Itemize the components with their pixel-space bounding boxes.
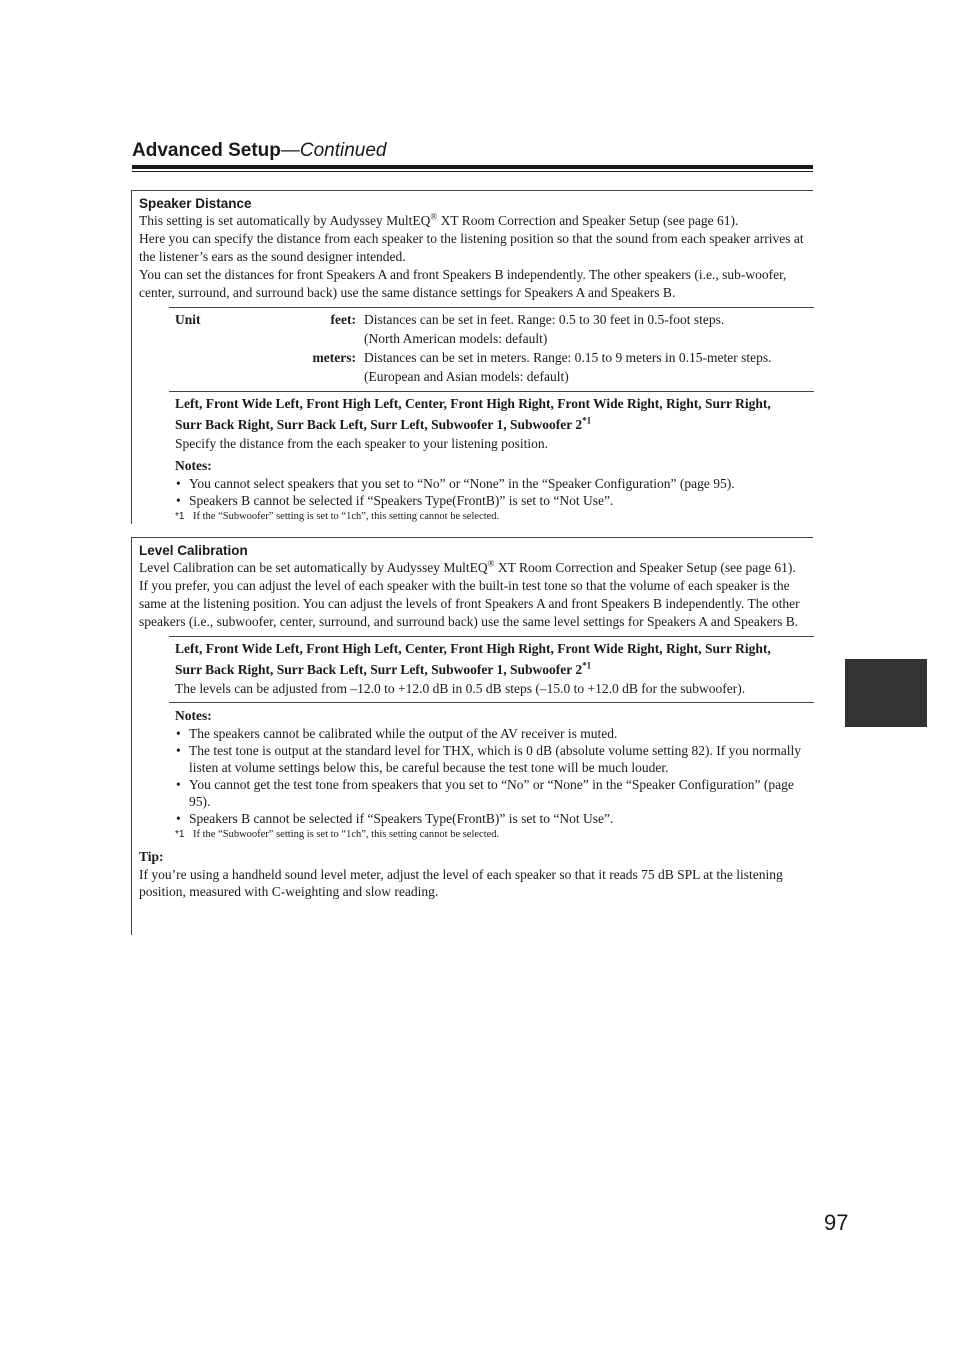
level-calibration-section	[131, 538, 814, 935]
header-title	[132, 139, 813, 163]
speaker-distance-paragraph-2: Here you can specify the distance from each speaker to the listening position so that the sound from each speaker arrives at the listener’s ears as the sound designer intended.	[139, 231, 804, 264]
speaker-list-description: The levels can be adjusted from –12.0 to +12.0 dB in 0.5 dB steps (–15.0 to +12.0 dB for the subwoofer).	[175, 681, 746, 696]
speaker-list-heading-text: Surr Back Right, Surr Back Left, Surr Left, Subwoofer 1, Subwoofer 2	[175, 662, 583, 677]
feet-desc-line-2: (North American models: default)	[364, 331, 548, 346]
registered-mark: ®	[430, 211, 438, 222]
level-calibration-paragraph-2: If you prefer, you can adjust the level of each speaker with the built-in test tone so that the volume of each speaker is the same at the listening position. You can adjust the levels of front Speakers A and front Speakers B independently. The other speakers (i.e., subwoofer, center, surround, and surround back) use the same level settings for Speakers A and Speakers B.	[139, 578, 800, 629]
speaker-distance-intro	[139, 212, 814, 230]
intro-text-b: XT Room Correction and Speaker Setup (see page 61).	[494, 560, 796, 575]
note-item: • Speakers B cannot be selected if “Speakers Type(FrontB)” is set to “Not Use”.	[175, 492, 814, 509]
speaker-list-block	[169, 636, 814, 698]
level-calibration-title: Level Calibration	[139, 543, 248, 558]
unit-meters-row	[169, 348, 814, 386]
speaker-distance-section	[131, 191, 814, 524]
note-item: • You cannot select speakers that you set to “No” or “None” in the “Speaker Configuration” (page 95).	[175, 475, 814, 492]
speaker-list-heading-2	[175, 659, 814, 680]
footnote-text: If the “Subwoofer” setting is set to “1ch”, this setting cannot be selected.	[193, 511, 500, 522]
footnote-text: If the “Subwoofer” setting is set to “1ch”, this setting cannot be selected.	[193, 829, 500, 840]
speaker-list-heading-2	[175, 414, 814, 435]
level-calibration-intro	[139, 559, 814, 577]
unit-label: Unit	[175, 312, 201, 327]
meters-desc-line-2: (European and Asian models: default)	[364, 369, 569, 384]
footnote-mark: *1	[175, 511, 185, 522]
footnote-ref: *1	[582, 415, 592, 426]
chapter-tab	[845, 659, 927, 727]
unit-feet-row	[169, 310, 814, 348]
feet-description	[364, 310, 814, 348]
footnote-mark: *1	[175, 829, 185, 840]
speaker-list-description: Specify the distance from the each speaker to your listening position.	[175, 436, 549, 451]
tip-text: If you’re using a handheld sound level meter, adjust the level of each speaker so that it reads 75 dB SPL at the listening position, measured with C-weighting and slow reading.	[139, 867, 783, 899]
notes-block	[169, 702, 814, 827]
footnote	[175, 510, 814, 524]
note-item: • Speakers B cannot be selected if “Speakers Type(FrontB)” is set to “Not Use”.	[175, 810, 814, 827]
footnote	[175, 828, 814, 842]
meters-desc-line-1: Distances can be set in meters. Range: 0.15 to 9 meters in 0.15-meter steps.	[364, 350, 772, 365]
header-title-text: Advanced Setup	[132, 140, 281, 161]
footnote-ref: *1	[582, 660, 592, 671]
registered-mark: ®	[487, 558, 495, 569]
header-continued: —Continued	[280, 140, 387, 161]
page-header	[132, 139, 813, 163]
intro-text-a: Level Calibration can be set automatically by Audyssey MultEQ	[139, 560, 488, 575]
header-rule	[132, 165, 813, 169]
unit-setting-block	[169, 307, 814, 386]
speaker-list-heading-1: Left, Front Wide Left, Front High Left, Center, Front High Right, Front Wide Right, Right, Surr Right,	[175, 641, 771, 656]
speaker-distance-title: Speaker Distance	[139, 196, 252, 211]
page-number: 97	[824, 1210, 849, 1235]
feet-desc-line-1: Distances can be set in feet. Range: 0.5 to 30 feet in 0.5-foot steps.	[364, 312, 725, 327]
speaker-distance-paragraph-3: You can set the distances for front Speakers A and front Speakers B independently. The other speakers (i.e., sub-woofer, center, surround, and surround back) use the same distance settings for Speakers A and Speakers B.	[139, 267, 787, 300]
speaker-list-block	[169, 391, 814, 509]
meters-description	[364, 348, 814, 386]
speaker-list-heading-text: Surr Back Right, Surr Back Left, Surr Left, Subwoofer 1, Subwoofer 2	[175, 417, 583, 432]
intro-text-a: This setting is set automatically by Audyssey MultEQ	[139, 213, 431, 228]
note-item: • You cannot get the test tone from speakers that you set to “No” or “None” in the “Speaker Configuration” (page 95).	[175, 776, 814, 810]
header-rule-thin	[132, 171, 813, 172]
tip-title: Tip:	[139, 849, 164, 864]
intro-text-b: XT Room Correction and Speaker Setup (see page 61).	[437, 213, 739, 228]
notes-list	[169, 475, 814, 509]
notes-title: Notes:	[175, 458, 212, 473]
notes-list	[169, 725, 814, 827]
notes-title: Notes:	[175, 708, 212, 723]
meters-label: meters:	[312, 350, 356, 365]
feet-label: feet:	[330, 312, 356, 327]
note-item: • The test tone is output at the standard level for THX, which is 0 dB (absolute volume setting 82). If you normally listen at volume settings below this, be careful because the test tone will be much louder.	[175, 742, 814, 776]
note-item: • The speakers cannot be calibrated while the output of the AV receiver is muted.	[175, 725, 814, 742]
speaker-list-heading-1: Left, Front Wide Left, Front High Left, Center, Front High Right, Front Wide Right, Right, Surr Right,	[175, 396, 771, 411]
